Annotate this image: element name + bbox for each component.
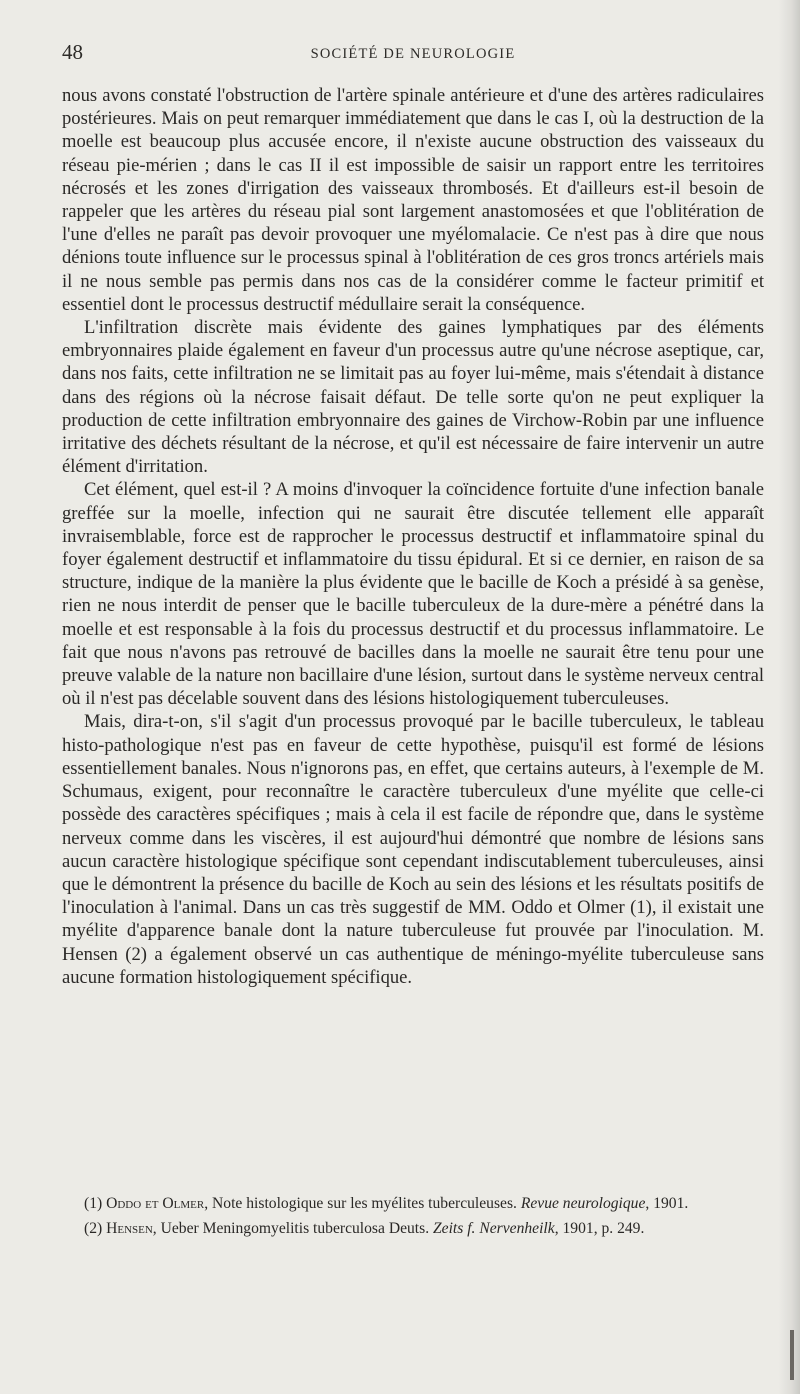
footnote-text: Ueber Meningomyelitis tuberculosa Deuts.	[156, 1219, 433, 1237]
footnote-text: Note histologique sur les myélites tuberculeuses.	[208, 1195, 521, 1212]
footnote-marker: (2)	[84, 1219, 103, 1237]
footnote-tail: , 1901.	[645, 1195, 689, 1212]
paragraph: L'infiltration discrète mais évidente des gaines lymphatiques par des éléments embryonnaires plaide également en faveur d'un processus autre qu'une nécrose aseptique, car, dans nos faits, cette infiltration ne se limitait pas au foyer lui-même, mais s'étendait à distance dans des régions où la nécrose faisait défaut. De telle sorte qu'on ne peut expliquer la production de cette infiltration embryonnaire des gaines de Virchow-Robin par une influence irritative des déchets résultant de la nécrose, et qu'il est nécessaire de faire intervenir un autre élément d'irritation.	[62, 317, 764, 478]
paragraph: Cet élément, quel est-il ? A moins d'invoquer la coïncidence fortuite d'une infection banale greffée sur la moelle, infection qui ne saurait être discutée tellement elle apparaît invraisemblable, force est de rapprocher le processus destructif et inflammatoire spinal du foyer également destructif et inflammatoire du tissu épidural. Et si ce dernier, en raison de sa structure, indique de la manière la plus évidente que le bacille de Koch a présidé à sa genèse, rien ne nous interdit de penser que le bacille tuberculeux de la dure-mère a pénétré dans la moelle et est responsable à la fois du processus destructif et du processus inflammatoire. Le fait que nous n'avons pas retrouvé de bacilles dans la moelle ne saurait être tenu pour une preuve valable de la nature non bacillaire d'une lésion, surtout dans le système nerveux central où il n'est pas décelable souvent dans des lésions histologiquement tuberculeuses.	[62, 479, 764, 710]
footnotes	[62, 1194, 764, 1243]
paragraph: Mais, dira-t-on, s'il s'agit d'un processus provoqué par le bacille tuberculeux, le tableau histo-pathologique n'est pas en faveur de cette hypothèse, puisqu'il est formé de lésions essentiellement banales. Nous n'ignorons pas, en effet, que certains auteurs, à l'exemple de M. Schumaus, exigent, pour reconnaître le caractère tuberculeux d'une myélite que celle-ci possède des caractères spécifiques ; mais à cela il est facile de répondre que, dans le système nerveux comme dans les viscères, il est aujourd'hui démontré que nombre de lésions sans aucun caractère histologique spécifique sont cependant indiscutablement tuberculeuses, ainsi que le démontrent la présence du bacille de Koch au sein des lésions et les résultats positifs de l'inoculation à l'animal. Dans un cas très suggestif de MM. Oddo et Olmer (1), il existait une myélite d'apparence banale dont la nature tuberculeuse fut prouvée par l'inoculation. M. Hensen (2) a également observé un cas authentique de méningo-myélite tuberculeuse sans aucune formation histologiquement spécifique.	[62, 711, 764, 988]
footnote	[62, 1194, 764, 1215]
footnote-journal: Revue neurologique	[520, 1195, 646, 1212]
running-head: SOCIÉTÉ DE NEUROLOGIE	[310, 46, 516, 62]
page-number: 48	[62, 40, 83, 64]
footnote-journal: Zeits f. Nervenheilk	[433, 1219, 555, 1237]
binding-mark	[790, 1330, 794, 1380]
footnote-tail: , 1901, p. 249.	[554, 1219, 645, 1237]
page-header	[62, 40, 764, 68]
footnote	[62, 1219, 764, 1240]
paragraph: nous avons constaté l'obstruction de l'artère spinale antérieure et d'une des artères radiculaires postérieures. Mais on peut remarquer immédiatement que dans le cas I, où la destruction de la moelle est beaucoup plus accusée encore, il n'existe aucune obstruction des vaisseaux du réseau pie-mérien ; dans le cas II il est impossible de saisir un rapport entre les territoires nécrosés et les zones d'irrigation des vaisseaux thrombosés. Et d'ailleurs est-il besoin de rappeler que les artères du réseau pial sont largement anastomosées et que l'oblitération de l'une d'elles ne paraît pas devoir provoquer une myélomalacie. Ce n'est pas à dire que nous dénions toute influence sur le processus spinal à l'oblitération de ces gros troncs artériels mais il ne nous semble pas permis dans nos cas de la considérer comme le facteur primitif et essentiel dont le processus destructif médullaire serait la conséquence.	[62, 85, 764, 315]
footnote-marker: (1)	[84, 1195, 103, 1212]
footnote-authors: Hensen,	[106, 1219, 157, 1237]
body-text	[62, 84, 764, 989]
footnote-authors: Oddo et Olmer,	[106, 1195, 209, 1212]
page-edge-shadow	[778, 0, 800, 1394]
